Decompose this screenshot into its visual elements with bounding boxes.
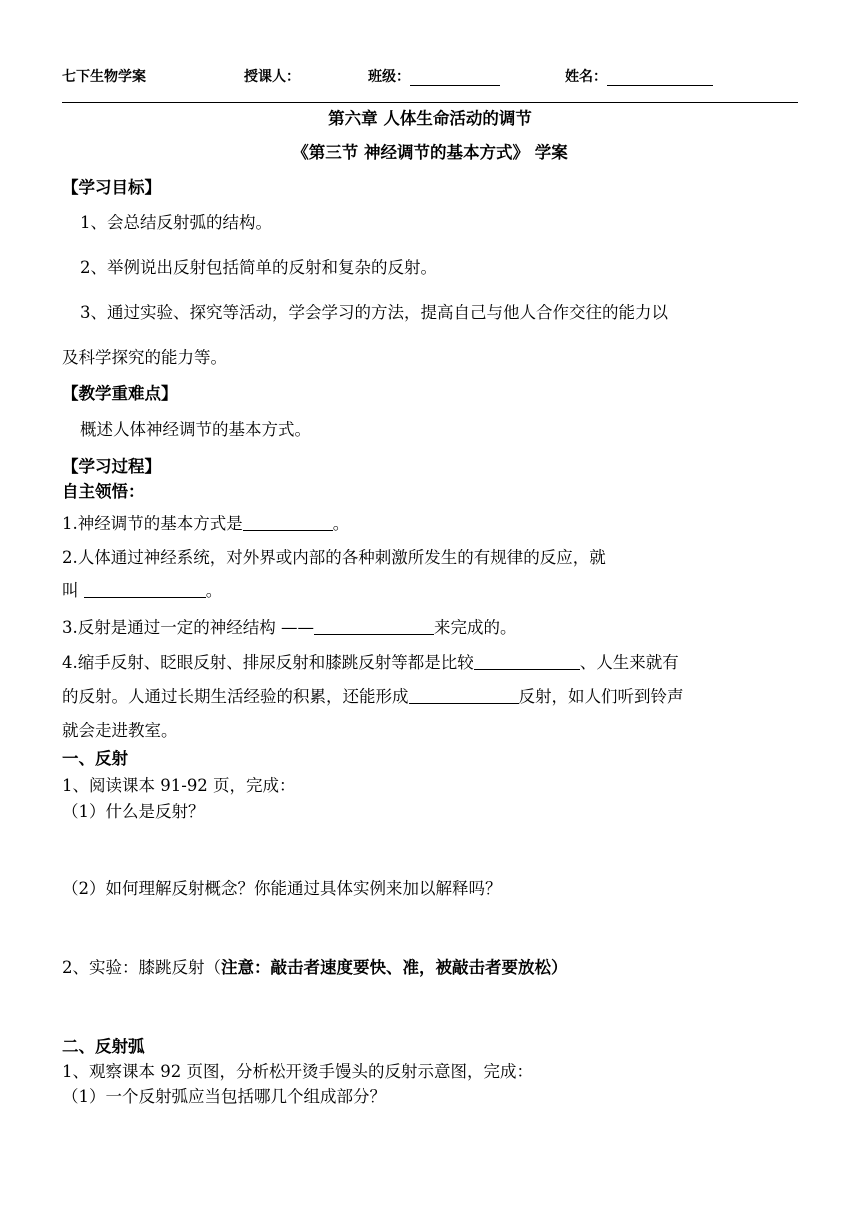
objective-item: 1、会总结反射弧的结构。 xyxy=(80,213,272,232)
answer-blank[interactable] xyxy=(409,687,519,704)
class-field xyxy=(368,66,500,86)
part1-read-instruction: 1、阅读课本 91-92 页，完成： xyxy=(62,776,296,795)
section-title: 《第三节 神经调节的基本方式》 学案 xyxy=(292,143,568,162)
objective-item: 3、通过实验、探究等活动，学会学习的方法，提高自己与他人合作交往的能力以 xyxy=(80,303,668,322)
class-label: 班级： xyxy=(368,69,410,85)
question-4-line3: 就会走进教室。 xyxy=(62,721,178,740)
self-study-label: 自主领悟： xyxy=(62,482,145,501)
chapter-title: 第六章 人体生命活动的调节 xyxy=(328,109,532,128)
question-3: 3.反射是通过一定的神经结构 —— 来完成的。 xyxy=(62,618,517,637)
part1-question-2: （2）如何理解反射概念？你能通过具体实例来加以解释吗？ xyxy=(62,879,502,898)
experiment-note: 注意：敲击者速度要快、准，被敲击者要放松） xyxy=(221,958,568,977)
answer-blank[interactable] xyxy=(84,581,206,598)
header-divider xyxy=(62,102,798,103)
key-points-text: 概述人体神经调节的基本方式。 xyxy=(80,420,311,439)
course-title: 七下生物学案 xyxy=(62,69,146,85)
teacher-label: 授课人： xyxy=(244,69,300,85)
part2-heading: 二、反射弧 xyxy=(62,1037,145,1056)
answer-blank[interactable] xyxy=(474,653,580,670)
part2-observe-instruction: 1、观察课本 92 页图，分析松开烫手馒头的反射示意图，完成： xyxy=(62,1062,533,1081)
process-heading: 【学习过程】 xyxy=(62,457,161,476)
key-points-heading: 【教学重难点】 xyxy=(62,384,178,403)
name-label: 姓名： xyxy=(565,69,607,85)
question-4-line1: 4.缩手反射、眨眼反射、排尿反射和膝跳反射等都是比较 、人生来就有 xyxy=(62,653,679,672)
question-1: 1.神经调节的基本方式是 。 xyxy=(62,514,350,533)
question-4-line2: 的反射。人通过长期生活经验的积累，还能形成 反射，如人们听到铃声 xyxy=(62,687,684,706)
part2-question-1: （1）一个反射弧应当包括哪几个组成部分？ xyxy=(62,1087,386,1106)
answer-blank[interactable] xyxy=(314,618,434,635)
name-field xyxy=(565,66,713,86)
objective-item: 及科学探究的能力等。 xyxy=(62,348,227,367)
part1-experiment: 2、实验：膝跳反射（注意：敲击者速度要快、准，被敲击者要放松） xyxy=(62,958,568,977)
question-2-line1: 2.人体通过神经系统，对外界或内部的各种刺激所发生的有规律的反应，就 xyxy=(62,548,606,567)
answer-blank[interactable] xyxy=(243,514,333,531)
objectives-heading: 【学习目标】 xyxy=(62,178,161,197)
class-blank[interactable] xyxy=(410,70,500,86)
part1-question-1: （1）什么是反射？ xyxy=(62,802,205,821)
objective-item: 2、举例说出反射包括简单的反射和复杂的反射。 xyxy=(80,258,437,277)
name-blank[interactable] xyxy=(607,70,713,86)
part1-heading: 一、反射 xyxy=(62,749,128,768)
question-2-line2: 叫 。 xyxy=(62,581,223,600)
